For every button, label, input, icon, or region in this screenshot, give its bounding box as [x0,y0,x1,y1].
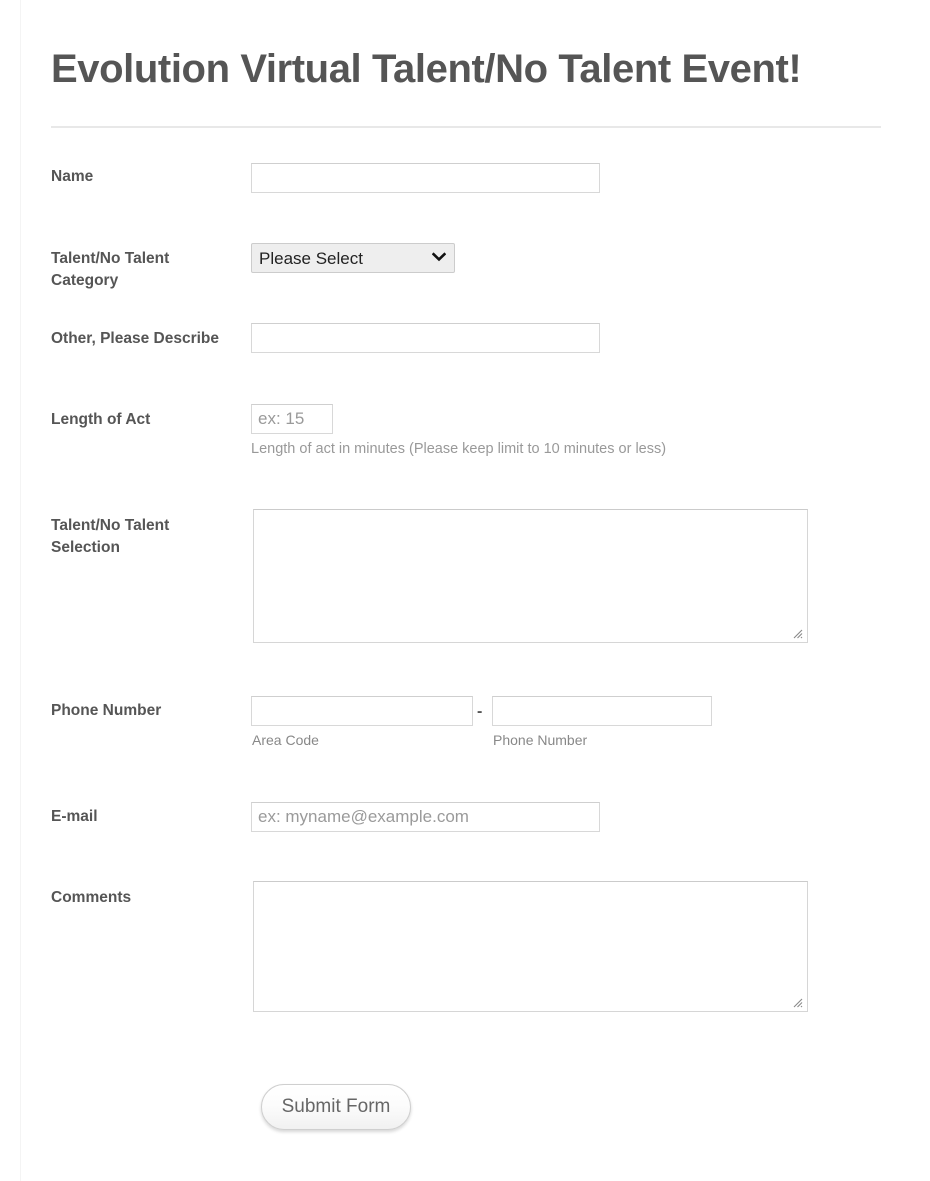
selection-textarea[interactable] [253,509,808,643]
phone-separator: - [477,703,483,720]
submit-form-button[interactable]: Submit Form [261,1084,411,1130]
category-select[interactable] [251,243,455,273]
other-describe-input[interactable] [251,323,600,353]
length-of-act-hint: Length of act in minutes (Please keep limit to 10 minutes or less) [251,441,667,457]
label-selection: Talent/No Talent Selection [51,517,170,556]
label-comments: Comments [51,889,132,906]
length-of-act-input[interactable] [251,404,333,434]
comments-textarea[interactable] [253,881,808,1012]
label-phone-number: Phone Number [51,702,162,719]
sublabel-area-code: Area Code [252,732,319,748]
page-left-edge [20,0,21,1181]
label-other-describe: Other, Please Describe [51,330,220,347]
label-length-of-act: Length of Act [51,411,151,428]
category-select-wrapper[interactable] [251,243,455,273]
label-category: Talent/No Talent Category [51,250,170,289]
label-name: Name [51,168,94,185]
sublabel-phone-number: Phone Number [493,732,588,748]
email-input[interactable] [251,802,600,832]
page-title: Evolution Virtual Talent/No Talent Event! [51,47,802,91]
phone-number-input[interactable] [492,696,712,726]
label-email: E-mail [51,808,98,825]
phone-area-code-input[interactable] [251,696,473,726]
name-input[interactable] [251,163,600,193]
title-divider [51,126,881,128]
